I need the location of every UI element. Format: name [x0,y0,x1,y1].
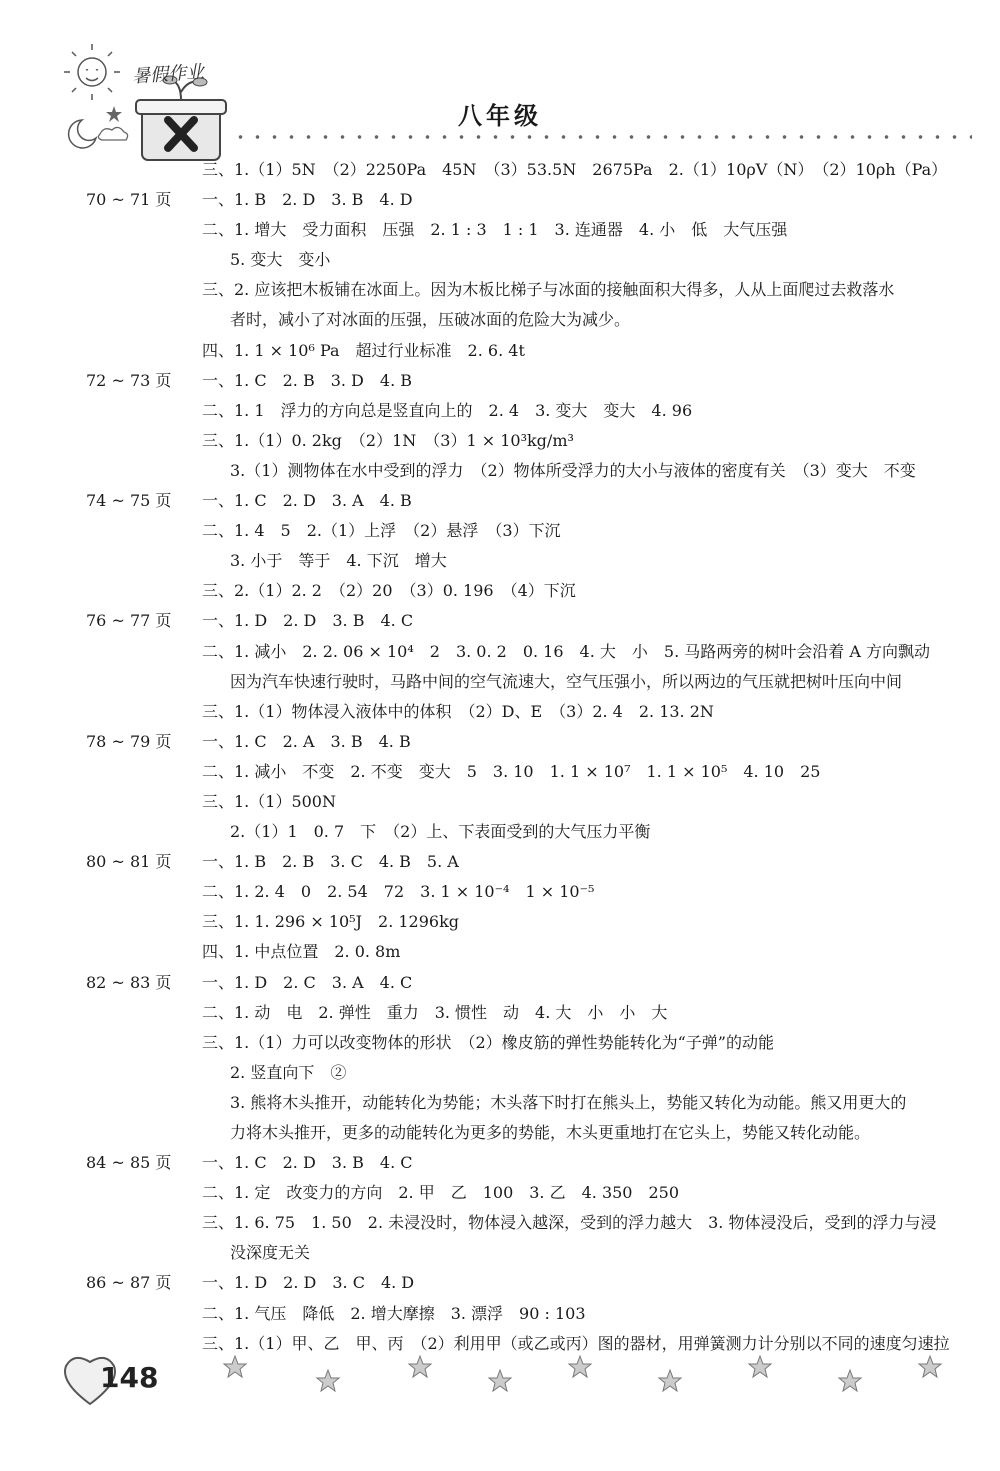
answer-text: 一、1. D 2. D 3. B 4. C [202,611,414,631]
answer-text: 没深度无关 [230,1243,311,1263]
answer-text: 二、1. 气压 降低 2. 增大摩擦 3. 漂浮 90 : 103 [202,1303,586,1323]
answer-line [0,697,1000,727]
answer-text: 三、1. 1. 296 × 10⁵J 2. 1296kg [202,912,460,932]
answer-text: 一、1. B 2. B 3. C 4. B 5. A [202,852,459,872]
answer-line [0,245,1000,275]
answer-text: 一、1. B 2. D 3. B 4. D [202,190,413,210]
answer-line [0,727,1000,757]
answer-line [0,1088,1000,1118]
answer-line [0,215,1000,245]
answer-text: 一、1. C 2. D 3. A 4. B [202,491,412,511]
page-range-label: 84 ~ 85 页 [86,1153,172,1173]
answer-text: 一、1. D 2. C 3. A 4. C [202,972,413,992]
answer-text: 二、1. 增大 受力面积 压强 2. 1 : 3 1 : 1 3. 连通器 4. 小 低 大气压强 [202,220,788,240]
logo-title: 暑假作业 [131,61,205,88]
answer-line [0,606,1000,636]
answer-line [0,1268,1000,1298]
answer-line [0,366,1000,396]
answer-line [0,907,1000,937]
page-range-label: 72 ~ 73 页 [86,370,172,390]
answer-line [0,456,1000,486]
answer-text: 3. 熊将木头推开，动能转化为势能；木头落下时打在熊头上，势能又转化为动能。熊又用更大的 [230,1092,907,1112]
answer-text: 二、1. 4 5 2.（1）上浮 （2）悬浮 （3）下沉 [202,521,561,541]
answer-line [0,787,1000,817]
answer-line [0,667,1000,697]
answer-line [0,1299,1000,1329]
answer-text: 3. 小于 等于 4. 下沉 增大 [230,551,447,571]
answer-line [0,1058,1000,1088]
answer-line [0,1148,1000,1178]
page-number: 148 [100,1361,159,1394]
answer-text: 三、1.（1）物体浸入液体中的体积 （2）D、E （3）2. 4 2. 13. 2N [202,701,714,721]
answer-line [0,817,1000,847]
answer-text: 二、1. 1 浮力的方向总是竖直向上的 2. 4 3. 变大 变大 4. 96 [202,400,693,420]
answer-line [0,185,1000,215]
answer-list [0,155,1000,1359]
answer-line [0,968,1000,998]
answer-line [0,576,1000,606]
answer-text: 四、1. 1 × 10⁶ Pa 超过行业标准 2. 6. 4t [202,340,525,360]
answer-text: 一、1. C 2. A 3. B 4. B [202,731,411,751]
answer-text: 5. 变大 变小 [230,250,331,270]
page-range-label: 70 ~ 71 页 [86,190,172,210]
answer-text: 因为汽车快速行驶时，马路中间的空气流速大，空气压强小，所以两边的气压就把树叶压向中间 [230,671,903,691]
answer-text: 三、2.（1）2. 2 （2）20 （3）0. 196 （4）下沉 [202,581,576,601]
page-range-label: 82 ~ 83 页 [86,972,172,992]
dotted-divider [232,134,972,140]
answer-text: 二、1. 动 电 2. 弹性 重力 3. 惯性 动 4. 大 小 小 大 [202,1002,668,1022]
answer-line [0,336,1000,366]
answer-line [0,937,1000,967]
answer-text: 力将木头推开，更多的动能转化为更多的势能，木头更重地打在它头上，势能又转化动能。 [230,1123,871,1142]
answer-text: 三、2. 应该把木板铺在冰面上。因为木板比梯子与冰面的接触面积大得多，人从上面爬过去救落水 [202,280,895,300]
answer-line [0,486,1000,516]
page-range-label: 74 ~ 75 页 [86,491,172,511]
answer-line [0,426,1000,456]
answer-line [0,1238,1000,1268]
answer-line [0,877,1000,907]
answer-text: 3.（1）测物体在水中受到的浮力 （2）物体所受浮力的大小与液体的密度有关 （3）变大 不变 [230,460,916,480]
answer-line [0,155,1000,185]
answer-text: 一、1. C 2. B 3. D 4. B [202,370,412,390]
answer-line [0,516,1000,546]
answer-text: 三、1.（1）甲、乙 甲、丙 （2）利用甲（或乙或丙）图的器材，用弹簧测力计分别以不同的速度匀速拉 [202,1333,950,1353]
answer-line [0,757,1000,787]
answer-text: 三、1.（1）0. 2kg （2）1N （3）1 × 10³kg/m³ [202,430,574,450]
answer-line [0,546,1000,576]
answer-line [0,305,1000,335]
answer-line [0,998,1000,1028]
grade-title: 八年级 [458,101,542,130]
answer-text: 二、1. 2. 4 0 2. 54 72 3. 1 × 10⁻⁴ 1 × 10⁻⁵ [202,882,595,902]
answer-text: 者时，减小了对冰面的压强，压破冰面的危险大为减少。 [230,310,631,330]
answer-line [0,847,1000,877]
answer-line [0,637,1000,667]
page-range-label: 80 ~ 81 页 [86,852,172,872]
answer-text: 三、1.（1）力可以改变物体的形状 （2）橡皮筋的弹性势能转化为“子弹”的动能 [202,1032,774,1052]
sun-icon [64,44,120,100]
answer-text: 一、1. D 2. D 3. C 4. D [202,1273,415,1293]
answer-text: 2.（1）1 0. 7 下 （2）上、下表面受到的大气压力平衡 [230,822,651,842]
answer-text: 二、1. 定 改变力的方向 2. 甲 乙 100 3. 乙 4. 350 250 [202,1183,680,1203]
answer-line [0,1028,1000,1058]
answer-text: 2. 竖直向下 ② [230,1062,347,1082]
answer-text: 四、1. 中点位置 2. 0. 8m [202,942,401,962]
answer-line [0,1118,1000,1148]
answer-line [0,1178,1000,1208]
page-range-label: 78 ~ 79 页 [86,731,172,751]
page-range-label: 76 ~ 77 页 [86,611,172,631]
answer-text: 三、1. 6. 75 1. 50 2. 未浸没时，物体浸入越深，受到的浮力越大 3. 物体浸没后，受到的浮力与浸 [202,1213,937,1233]
footer-decoration [60,1348,1000,1408]
answer-text: 二、1. 减小 不变 2. 不变 变大 5 3. 10 1. 1 × 10⁷ 1. 1 × 10⁵ 4. 10 25 [202,761,821,781]
answer-line [0,1208,1000,1238]
star-row-icon [224,1356,941,1391]
answer-text: 三、1.（1）5N （2）2250Pa 45N （3）53.5N 2675Pa 2.（1）10ρV（N） （2）10ρh（Pa） [202,160,948,179]
answer-text: 三、1.（1）500N [202,791,336,811]
page-range-label: 86 ~ 87 页 [86,1273,172,1293]
answer-line [0,396,1000,426]
answer-text: 二、1. 减小 2. 2. 06 × 10⁴ 2 3. 0. 2 0. 16 4. 大 小 5. 马路两旁的树叶会沿着 A 方向飘动 [202,641,930,661]
answer-line [0,275,1000,305]
answer-text: 一、1. C 2. D 3. B 4. C [202,1153,413,1173]
